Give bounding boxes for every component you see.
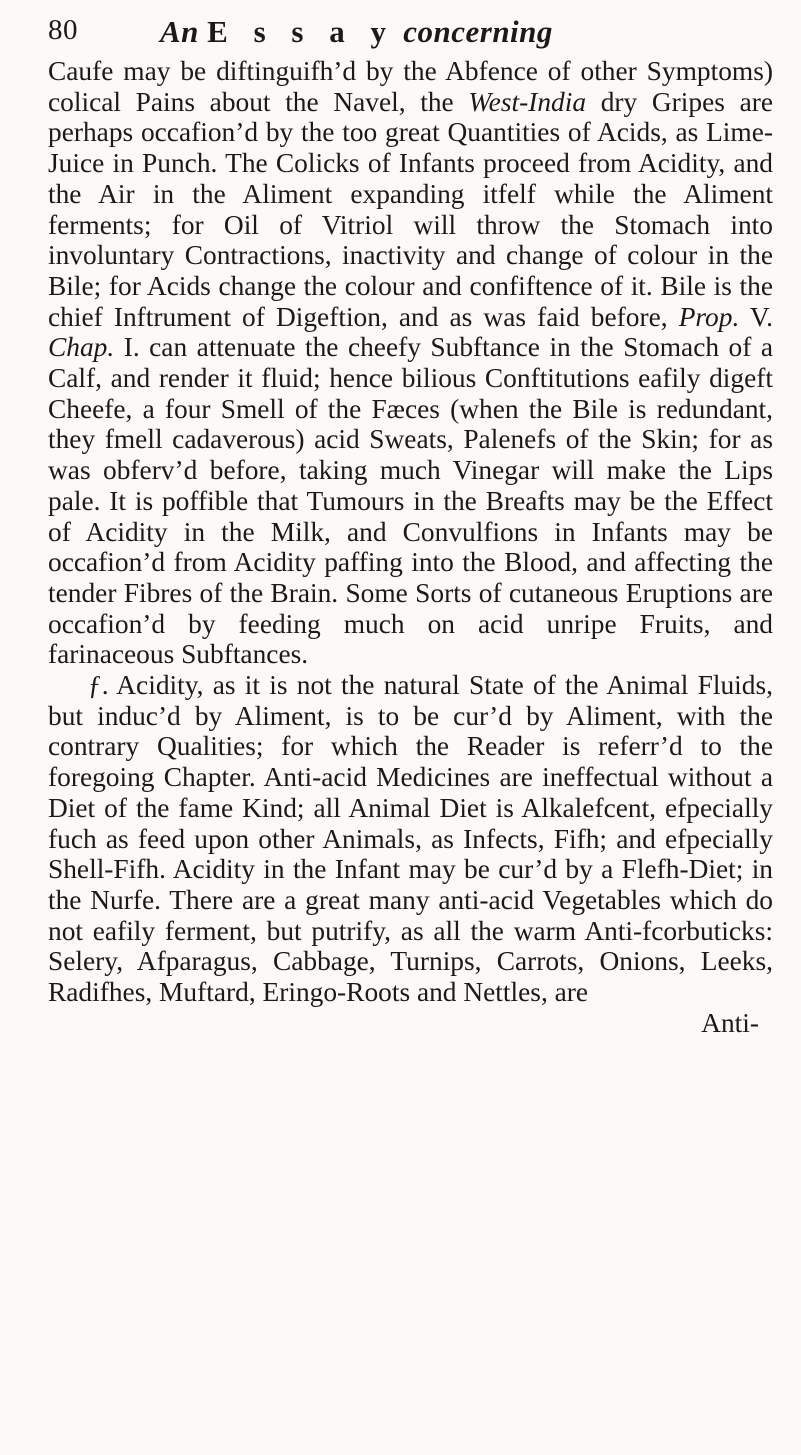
paragraph-acidity-cure: ƒ. Acidity, as it is not the natural State of the Animal Fluids, but induc’d by Aliment, is to be cur’d by Aliment, with the contrary Qualities; for which the Reader is referr’d to the foregoing Chapter. Anti-acid Medicines are ineffectual without a Diet of the fame Kind; all Animal Diet is Alkalefcent, efpecially fuch as feed upon other Animals, as Infects, Fifh; and efpecially Shell-Fifh. Acidity in the Infant may be cur’d by a Flefh-Diet; in the Nurfe. There are a great many anti-acid Vegetables which do not eafily ferment, but putrify, as all the warm Anti-fcorbuticks: Selery, Afparagus, Cabbage, Turnips, Carrots, Onions, Leeks, Radifhes, Muftard, Eringo-Roots and Nettles, are [48,670,773,1008]
catchword: Anti- [701,1007,759,1038]
running-title-essay: E s s a y [207,14,395,49]
running-header [48,14,773,56]
prop-reference: Prop. [678,301,740,332]
west-india-italic: West-India [468,86,587,117]
running-title [160,14,553,50]
body-text [48,56,773,1008]
chap-reference: Chap. [48,332,115,363]
running-title-an: An [160,14,199,49]
running-title-concerning: concerning [403,14,553,49]
paragraph-acidity-symptoms: Caufe may be diftinguifh’d by the Abfence of other Symptoms) colical Pains about the Navel, the West-India dry Gripes are perhaps occafion’d by the too great Quantities of Acids, as Lime-Juice in Punch. The Colicks of Infants proceed from Acidity, and the Air in the Aliment expanding itfelf while the Aliment ferments; for Oil of Vitriol will throw the Stomach into involuntary Contractions, inactivity and change of colour in the Bile; for Acids change the colour and confiftence of it. Bile is the chief Inftrument of Digeftion, and as was faid before, Prop. V. Chap. I. can attenuate the cheefy Subftance in the Stomach of a Calf, and render it fluid; hence bilious Conftitutions eafily digeft Cheefe, a four Smell of the Fæces (when the Bile is redundant, they fmell cadaverous) acid Sweats, Palenefs of the Skin; for as was obferv’d before, taking much Vinegar will make the Lips pale. It is poffible that Tumours in the Breafts may be the Effect of Acidity in the Milk, and Convulfions in Infants may be occafion’d from Acidity paffing into the Blood, and affecting the tender Fibres of the Brain. Some Sorts of cutaneous Eruptions are occafion’d by feeding much on acid unripe Fruits, and farinaceous Subftances. [48,56,774,670]
page-number: 80 [48,14,78,46]
